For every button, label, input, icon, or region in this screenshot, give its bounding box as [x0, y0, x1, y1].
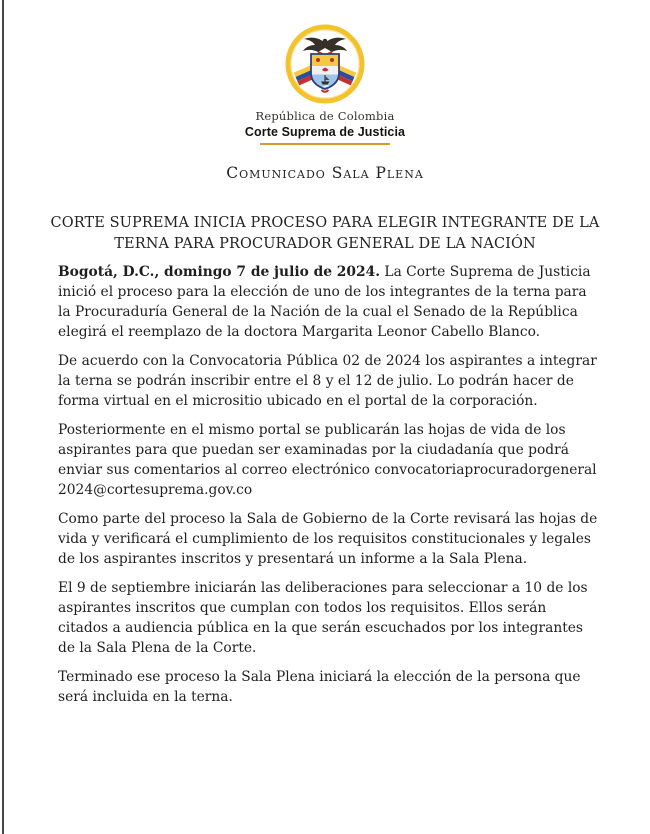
paragraph-sala-gobierno: Como parte del proceso la Sala de Gobierno de la Corte revisará las hojas de vida y verificará el cumplimiento de los requisitos constitucionales y legales de los aspirantes inscritos y presentará un informe a la Sala Plena. [58, 511, 598, 567]
paragraph-eleccion: Terminado ese proceso la Sala Plena iniciará la elección de la persona que será incluida en la terna. [58, 669, 581, 705]
communique-heading: Comunicado Sala Plena [226, 164, 424, 182]
paragraph-deliberaciones: El 9 de septiembre iniciarán las deliberaciones para seleccionar a 10 de los aspirantes inscritos que cumplan con todos los requisitos. Ellos serán citados a audiencia pública en la que serán escuchados por los integrantes de la Sala Plena de la Corte. [58, 580, 588, 656]
press-release-title [0, 213, 650, 255]
title-line-2: TERNA PARA PROCURADOR GENERAL DE LA NACIÓN [114, 236, 536, 252]
letterhead [0, 20, 650, 182]
dateline-bold: Bogotá, D.C., domingo 7 de julio de 2024. [58, 264, 381, 280]
press-release-body [58, 262, 598, 716]
paragraph-dateline [58, 262, 598, 342]
gold-underline [260, 143, 390, 145]
court-label: Corte Suprema de Justicia [244, 125, 406, 139]
republic-label: República de Colombia [255, 109, 395, 123]
paragraph-hojas-text: Posteriormente en el mismo portal se publicarán las hojas de vida de los aspirantes para que puedan ser examinadas por la ciudadanía que podrá enviar sus comentarios al correo electrónico [58, 422, 569, 478]
email-address: convocatoriaprocuradorgeneral2024@cortesuprema.gov.co [58, 462, 597, 498]
paragraph-hojas-de-vida [58, 420, 598, 500]
paragraph-convocatoria: De acuerdo con la Convocatoria Pública 02 de 2024 los aspirantes a integrar la terna se podrán inscribir entre el 8 y el 12 de julio. Lo podrán hacer de forma virtual en el micrositio ubicado en el portal de la corporación. [58, 353, 597, 409]
dateline-rest: La Corte Suprema de Justicia inició el proceso para la elección de uno de los integrantes de la terna para la Procuraduría General de la Nación de la cual el Senado de la República elegirá el reemplazo de la doctora Margarita Leonor Cabello Blanco. [58, 264, 591, 340]
coat-of-arms-icon [0, 20, 650, 106]
title-line-1: CORTE SUPREMA INICIA PROCESO PARA ELEGIR INTEGRANTE DE LA [50, 215, 600, 231]
